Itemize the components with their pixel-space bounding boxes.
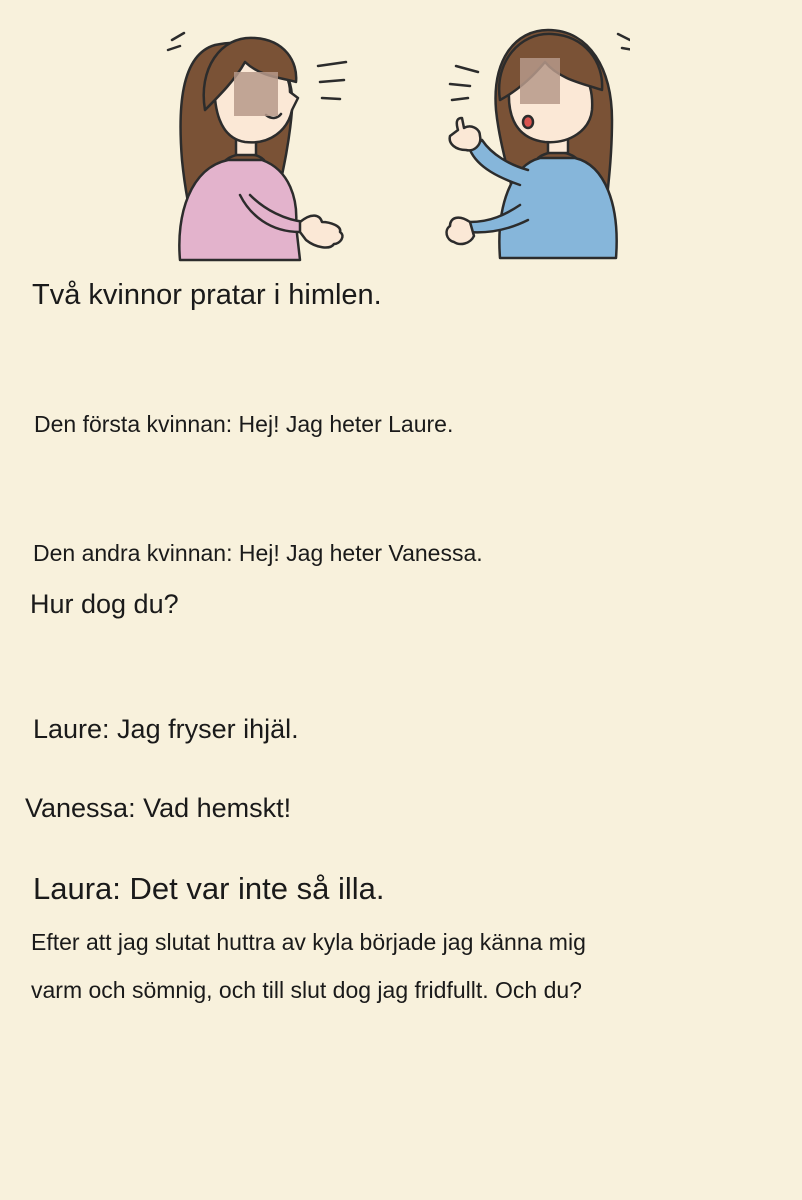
question-line: Hur dog du? — [30, 589, 179, 619]
laure-reply: Laure: Jag fryser ihjäl. — [33, 714, 299, 744]
second-woman-greeting: Den andra kvinnan: Hej! Jag heter Vanessa. — [33, 540, 483, 566]
two-women-illustration — [150, 15, 630, 270]
story-line-1: Efter att jag slutat huttra av kyla började jag känna mig — [31, 929, 586, 955]
right-face-blur — [520, 58, 560, 104]
vanessa-reply: Vanessa: Vad hemskt! — [25, 793, 292, 823]
left-face-blur — [234, 72, 278, 116]
story-line-2: varm och sömnig, och till slut dog jag fridfullt. Och du? — [31, 977, 582, 1003]
first-woman-greeting: Den första kvinnan: Hej! Jag heter Laure. — [34, 411, 454, 437]
left-woman-figure — [168, 33, 346, 260]
laura-reply: Laura: Det var inte så illa. — [33, 871, 385, 906]
story-title: Två kvinnor pratar i himlen. — [32, 279, 382, 311]
